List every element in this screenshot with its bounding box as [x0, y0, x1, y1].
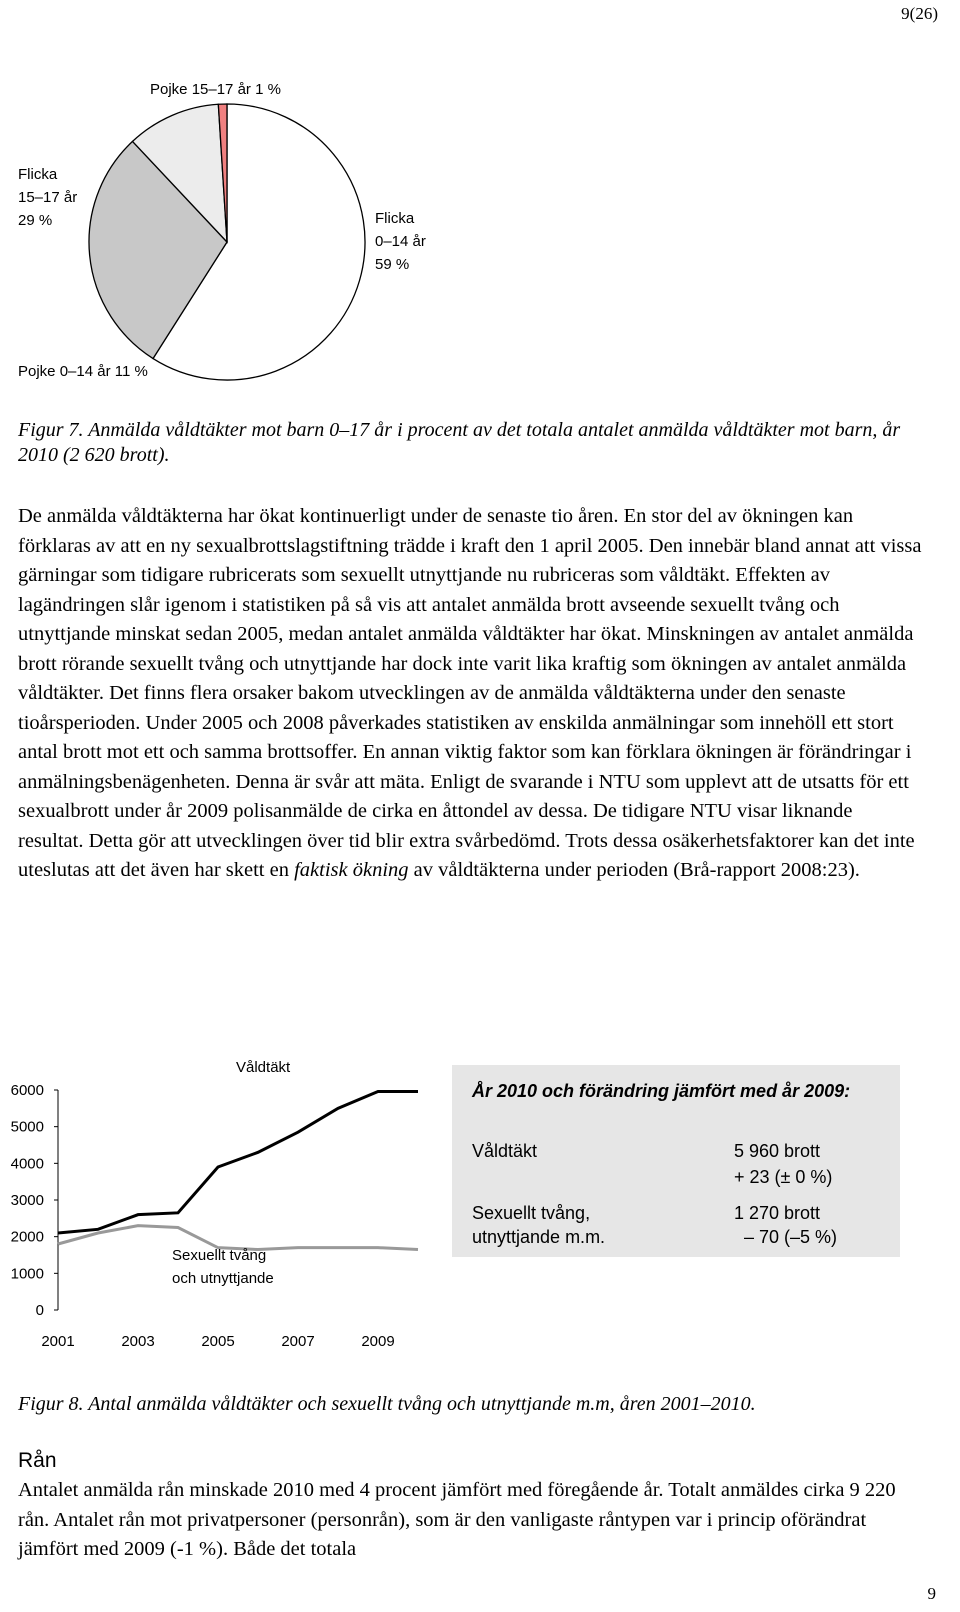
annotation-sexuellt-1: Sexuellt tvång — [172, 1247, 267, 1264]
section-heading: Rån — [18, 1449, 57, 1472]
body-paragraph — [18, 502, 923, 886]
pie-chart — [0, 0, 960, 400]
series-line-1 — [58, 1226, 418, 1250]
y-tick-label: 2000 — [10, 1228, 44, 1246]
figure8-caption: Figur 8. Antal anmälda våldtäkter och sexuellt tvång och utnyttjande m.m, åren 2001–2010. — [18, 1393, 756, 1415]
y-tick-label: 3000 — [10, 1192, 44, 1209]
paragraph-part1: De anmälda våldtäkterna har ökat kontinuerligt under de senaste tio åren. En stor del av ökningen kan förklaras av att en ny sexualbrottslagstiftning trädde i kraft den 1 april 2005. Den innebär bland annat att vissa gärningar som tidigare rubricerats som sexuellt utnyttjande nu rubriceras som våldtäkt. Effekten av lagändringen slår igenom i statistiken på så vis att antalet anmälda brott avseende sexuellt tvång och utnyttjande minskat sedan 2005, medan antalet anmälda våldtäkter har ökat. Minskningen av antalet anmälda brott rörande sexuellt tvång och utnyttjande har dock inte varit lika kraftig som ökningen av antalet anmälda våldtäkter. Det finns flera orsaker bakom utvecklingen av de anmälda våldtäkterna under den senaste tioårsperioden. Under 2005 och 2008 påverkades statistiken av enskilda anmälningar som innehöll ett stort antal brott mot ett och samma brottsoffer. En annan viktig faktor som kan förklara ökningen är förändringar i anmälningsbenägenheten. Denna är svår att mäta. Enligt de svarande i NTU som upplevt att de utsatts för ett sexualbrott under år 2009 polisanmälde de cirka en åttondel av dessa. De tidigare NTU visar liknande resultat. Detta gör att utvecklingen över tid blir extra svårbedömd. Trots dessa osäkerhetsfaktorer kan det inte uteslutas att det även har skett en — [18, 505, 922, 881]
summary-row1-value: 5 960 brott — [734, 1141, 821, 1161]
page-number-bottom: 9 — [927, 1584, 936, 1603]
paragraph-italic: faktisk ökning — [294, 859, 409, 881]
y-tick-label: 0 — [35, 1302, 44, 1319]
y-tick-label: 4000 — [10, 1155, 44, 1173]
x-tick-label: 2007 — [281, 1333, 315, 1350]
y-tick-label: 1000 — [10, 1265, 44, 1283]
pie-label-pojke-0-14: Pojke 0–14 år 11 % — [18, 363, 148, 380]
y-tick-label: 5000 — [10, 1118, 44, 1136]
paragraph-part2: av våldtäkterna under perioden (Brå-rapport 2008:23). — [408, 859, 860, 881]
summary-row2-label-line2: utnyttjande m.m. — [472, 1227, 606, 1247]
page-number-top: 9(26) — [901, 4, 938, 23]
pie-label-flicka-0-14: Flicka 0–14 år 59 % — [375, 210, 426, 273]
summary-row2-label-line1: Sexuellt tvång, — [472, 1203, 591, 1223]
summary-row2-value: 1 270 brott — [734, 1203, 821, 1223]
x-tick-label: 2005 — [201, 1333, 235, 1350]
x-tick-label: 2009 — [361, 1333, 395, 1350]
pie-label-pojke-15-17: Pojke 15–17 år 1 % — [150, 81, 281, 98]
figure7-caption: Figur 7. Anmälda våldtäkter mot barn 0–17 år i procent av det totala antalet anmälda våldtäkter mot barn, år 2010 (2 620 brott). — [18, 419, 901, 466]
x-tick-label: 2003 — [121, 1333, 155, 1350]
series-line-0 — [58, 1091, 418, 1233]
summary-row1-label: Våldtäkt — [472, 1141, 538, 1161]
section-text: Antalet anmälda rån minskade 2010 med 4 procent jämfört med föregående år. Totalt anmäldes cirka 9 220 rån. Antalet rån mot privatpersoner (personrån), som är den vanligaste råntypen var i princip oförändrat jämfört med 2009 (-1 %). Både det totala — [18, 1479, 896, 1560]
annotation-sexuellt-2: och utnyttjande — [172, 1270, 274, 1287]
line-chart — [0, 1040, 440, 1380]
x-tick-label: 2001 — [41, 1333, 75, 1350]
y-tick-label: 6000 — [10, 1082, 44, 1099]
pie-label-flicka-15-17: Flicka 15–17 år 29 % — [18, 166, 78, 229]
summary-row2-change: – 70 (–5 %) — [744, 1227, 838, 1247]
summary-row1-change: + 23 (± 0 %) — [734, 1167, 833, 1187]
summary-box — [452, 1065, 900, 1257]
summary-title: År 2010 och förändring jämfört med år 2009: — [472, 1081, 851, 1101]
annotation-valdtakt: Våldtäkt — [236, 1059, 291, 1076]
